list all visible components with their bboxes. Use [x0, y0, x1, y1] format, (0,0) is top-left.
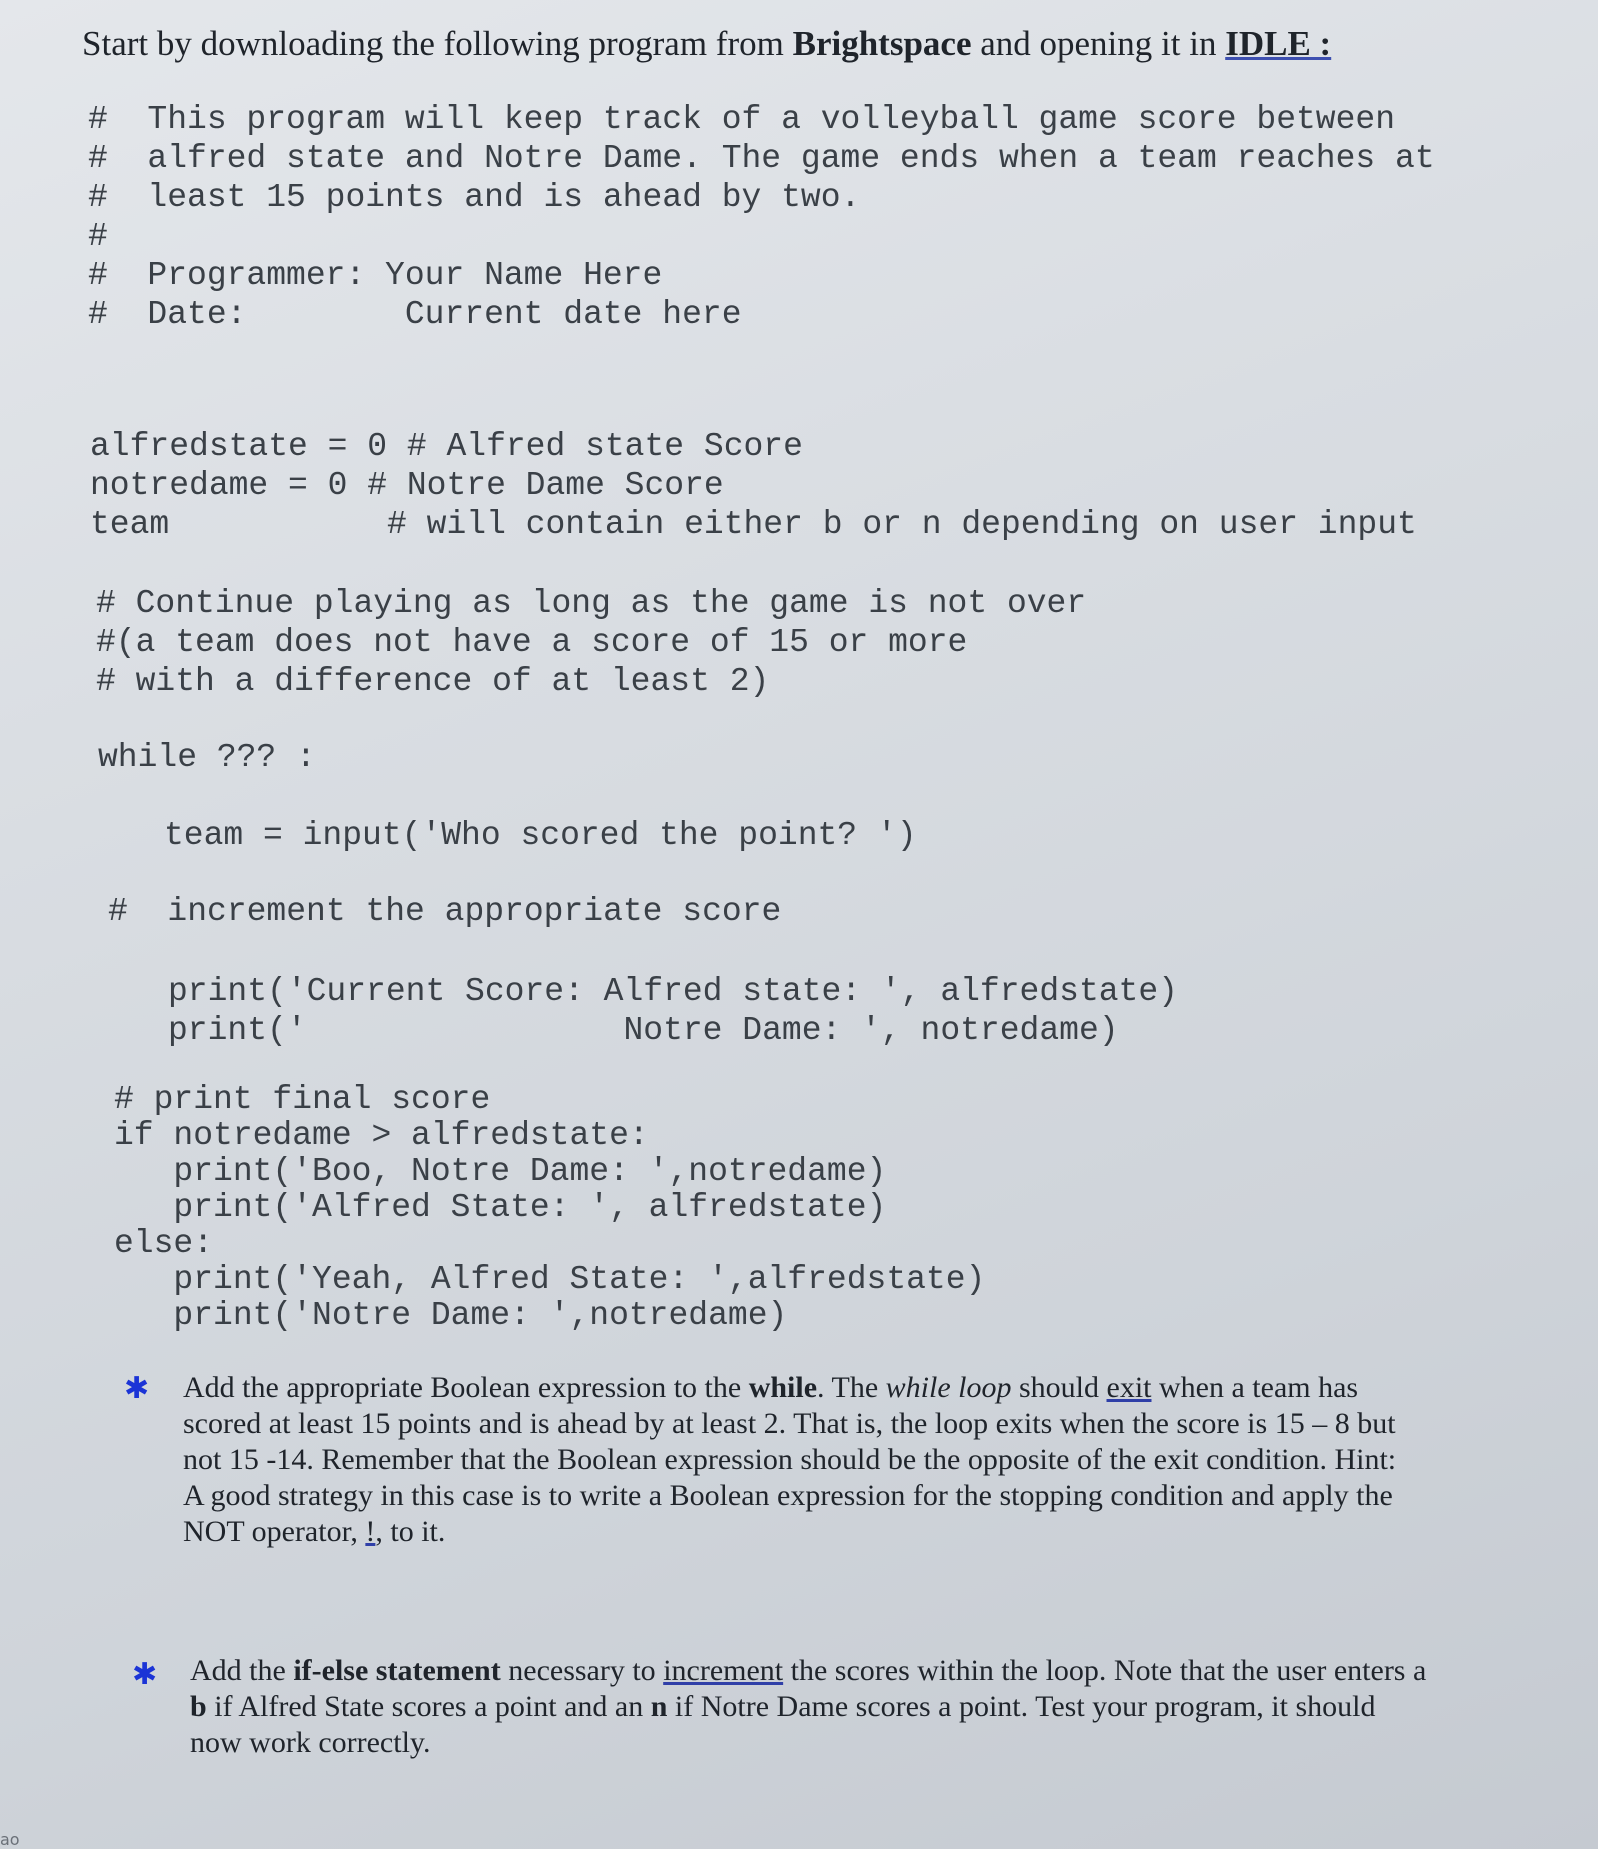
loop-comment-block	[96, 584, 1086, 701]
bullet-star-icon: ✱	[124, 1371, 150, 1406]
increment-comment-line: # increment the appropriate score	[108, 893, 782, 930]
code-line: print('Notre Dame: ',notredame)	[114, 1297, 788, 1334]
code-line: print('Yeah, Alfred State: ',alfredstate)	[114, 1261, 986, 1298]
code-line: # alfred state and Notre Dame. The game ends when a team reaches at	[88, 140, 1435, 177]
code-line: # Continue playing as long as the game is not over	[96, 585, 1087, 622]
code-line: if notredame > alfredstate:	[114, 1117, 649, 1154]
code-line: team # will contain either b or n depending on user input	[90, 506, 1417, 543]
code-line: # print final score	[114, 1081, 491, 1118]
code-line: # Date: Current date here	[88, 296, 742, 333]
code-line: alfredstate = 0 # Alfred state Score	[90, 428, 803, 465]
code-line: # Programmer: Your Name Here	[88, 257, 663, 294]
print-score-block	[168, 972, 1178, 1050]
bullet-star-icon: ✱	[132, 1657, 158, 1692]
task-while-instruction: Add the appropriate Boolean expression to the while. The while loop should exit when a team has scored at least 15 points and is ahead by at least 2. That is, the loop exits when the score is 15 – 8 but not 15 -14. Remember that the Boolean expression should be the opposite of the exit condition. Hint: A good strategy in this case is to write a Boolean expression for the stopping condition and apply the NOT operator, !, to it.	[183, 1371, 1397, 1548]
final-score-block	[114, 1080, 985, 1332]
corner-text: ao	[0, 1830, 20, 1849]
code-line: print(' Notre Dame: ', notredame)	[168, 1012, 1119, 1049]
task-if-else-instruction: Add the if-else statement necessary to increment the scores within the loop. Note that the user enters a b if Alfred State scores a point and an n if Notre Dame scores a point. Test your program, it should now work correctly.	[190, 1654, 1427, 1759]
idle-label: IDLE :	[1225, 24, 1332, 63]
code-line: # with a difference of at least 2)	[96, 663, 770, 700]
code-line: notredame = 0 # Notre Dame Score	[90, 467, 724, 504]
code-line: else:	[114, 1225, 214, 1262]
code-line: # This program will keep track of a volleyball game score between	[88, 101, 1396, 138]
variables-block	[90, 427, 1417, 544]
code-line: # least 15 points and is ahead by two.	[88, 179, 861, 216]
header-comment-block	[88, 100, 1435, 334]
brightspace-label: Brightspace	[792, 24, 972, 63]
code-line: print('Alfred State: ', alfredstate)	[114, 1189, 887, 1226]
code-line: #(a team does not have a score of 15 or more	[96, 624, 968, 661]
team-input-line: team = input('Who scored the point? ')	[164, 817, 917, 854]
code-line: print('Boo, Notre Dame: ',notredame)	[114, 1153, 887, 1190]
intro-instruction: Start by downloading the following program from Brightspace and opening it in IDLE :	[82, 24, 1332, 63]
code-line: #	[88, 218, 108, 255]
while-line: while ??? :	[98, 739, 316, 776]
code-line: print('Current Score: Alfred state: ', alfredstate)	[168, 973, 1178, 1010]
